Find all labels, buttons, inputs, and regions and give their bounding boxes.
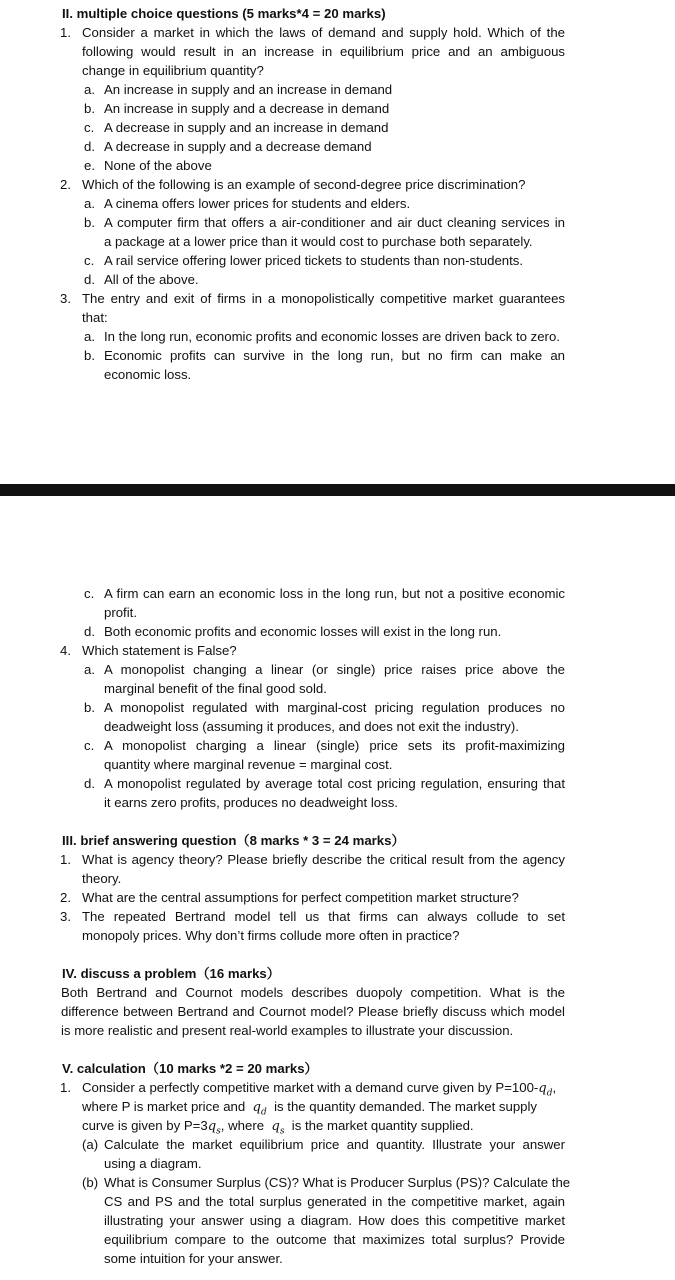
q4-option-a-cont [0, 679, 675, 698]
part-text: using a diagram. [104, 1156, 202, 1171]
s5-part-a-cont [0, 1154, 675, 1173]
option-letter: b. [84, 215, 95, 230]
s5-q1-line-2 [0, 1097, 675, 1116]
q4-line-1 [0, 641, 675, 660]
q1-option-d [0, 137, 675, 156]
option-letter: c. [84, 253, 95, 268]
q1-line-1 [0, 23, 675, 42]
s3-item-3-cont [0, 926, 675, 945]
math-sub: s [279, 1126, 285, 1137]
part-text: What is Consumer Surplus (CS)? What is Producer Surplus (PS)? Calculate the [104, 1175, 571, 1190]
option-letter: e. [84, 158, 95, 173]
page-break-divider [0, 484, 675, 496]
item-text: What is agency theory? Please briefly describe the critical result from the agency [82, 852, 565, 867]
option-letter: b. [84, 700, 95, 715]
option-text: A computer firm that offers a air-conditioner and air duct cleaning services in [104, 215, 565, 230]
q3-number: 3. [60, 291, 71, 306]
math-sub: d [546, 1088, 553, 1099]
s3-item-2 [0, 888, 675, 907]
part-letter: (b) [82, 1175, 99, 1190]
s4-line-1 [0, 983, 675, 1002]
option-letter: d. [84, 624, 95, 639]
q2-option-d [0, 270, 675, 289]
option-text: Both economic profits and economic losses will exist in the long run. [104, 624, 502, 639]
page-top [0, 0, 675, 484]
q1-option-b [0, 99, 675, 118]
part-text: some intuition for your answer. [104, 1251, 283, 1266]
item-number: 1. [60, 852, 71, 867]
math-var: q [538, 1081, 547, 1096]
q1-option-a [0, 80, 675, 99]
q1-text-line: change in equilibrium quantity? [82, 63, 264, 78]
q3-option-c-cont [0, 603, 675, 622]
q2-option-c [0, 251, 675, 270]
s5-q1-line-1 [0, 1078, 675, 1097]
s5-part-a [0, 1135, 675, 1154]
q4-number: 4. [60, 643, 71, 658]
option-text: A monopolist regulated by average total cost pricing regulation, ensuring that [104, 776, 565, 791]
q4-option-b-cont [0, 717, 675, 736]
s3-item-1-cont [0, 869, 675, 888]
section-2-heading: II. multiple choice questions (5 marks*4 = 20 marks) [62, 6, 386, 21]
item-text: theory. [82, 871, 122, 886]
q1-line-2 [0, 42, 675, 61]
option-letter: a. [84, 329, 95, 344]
math-var: q [271, 1119, 280, 1134]
q4-option-a [0, 660, 675, 679]
q2-line-1 [0, 175, 675, 194]
q3-option-d [0, 622, 675, 641]
option-letter: c. [84, 120, 95, 135]
text-run: curve is given by P=3 [82, 1118, 208, 1133]
text-run: Consider a perfectly competitive market with a demand curve given by P=100- [82, 1080, 539, 1095]
section-4-heading: IV. discuss a problem（16 marks） [62, 966, 280, 981]
option-text: A decrease in supply and an increase in demand [104, 120, 389, 135]
option-text: All of the above. [104, 272, 199, 287]
text-run: , where [220, 1118, 265, 1133]
option-letter: c. [84, 738, 95, 753]
option-text: A cinema offers lower prices for students and elders. [104, 196, 411, 211]
option-text: None of the above [104, 158, 212, 173]
option-text: marginal benefit of the final good sold. [104, 681, 327, 696]
paragraph-line: Both Bertrand and Cournot models describes duopoly competition. What is the [61, 985, 565, 1000]
option-text: An increase in supply and a decrease in demand [104, 101, 390, 116]
text-run: is the market quantity supplied. [291, 1118, 474, 1133]
option-letter: a. [84, 662, 95, 677]
q1-text-line: Consider a market in which the laws of demand and supply hold. Which of the [82, 25, 565, 40]
s4-line-2 [0, 1002, 675, 1021]
q3-line-2 [0, 308, 675, 327]
section-5-heading: V. calculation（10 marks *2 = 20 marks） [62, 1061, 318, 1076]
item-number: 2. [60, 890, 71, 905]
q2-text: Which of the following is an example of second-degree price discrimination? [82, 177, 526, 192]
s3-item-1 [0, 850, 675, 869]
s5-part-b [0, 1173, 675, 1192]
option-text: profit. [104, 605, 137, 620]
option-text: In the long run, economic profits and economic losses are driven back to zero. [104, 329, 560, 344]
option-text: deadweight loss (assuming it produces, and does not exit the industry). [104, 719, 519, 734]
option-text: An increase in supply and an increase in demand [104, 82, 393, 97]
math-var: q [252, 1100, 261, 1115]
q3-option-b-cont [0, 365, 675, 384]
q2-number: 2. [60, 177, 71, 192]
paragraph-line: difference between Bertrand and Cournot model? Please briefly discuss which model [61, 1004, 565, 1019]
q1-option-e [0, 156, 675, 175]
option-text: A decrease in supply and a decrease demand [104, 139, 372, 154]
q4-text: Which statement is False? [82, 643, 237, 658]
option-text: A firm can earn an economic loss in the long run, but not a positive economic [104, 586, 565, 601]
q4-option-c-cont [0, 755, 675, 774]
option-text: A monopolist regulated with marginal-cost pricing regulation produces no [104, 700, 565, 715]
item-number: 1. [60, 1080, 71, 1095]
math-sub: d [261, 1107, 267, 1118]
text-run: , [552, 1080, 557, 1095]
option-letter: d. [84, 776, 95, 791]
part-letter: (a) [82, 1137, 99, 1152]
q4-option-d-cont [0, 793, 675, 812]
option-text: Economic profits can survive in the long run, but no firm can make an [104, 348, 565, 363]
item-text: monopoly prices. Why don’t firms collude more often in practice? [82, 928, 460, 943]
part-text: CS and PS and the total surplus generated in the competitive market, again [104, 1194, 565, 1209]
option-text: quantity where marginal revenue = marginal cost. [104, 757, 393, 772]
s5-q1-line-3 [0, 1116, 675, 1135]
s4-line-3 [0, 1021, 675, 1040]
option-letter: b. [84, 101, 95, 116]
q2-option-b [0, 213, 675, 232]
option-letter: d. [84, 139, 95, 154]
option-text: it earns zero profits, produces no deadweight loss. [104, 795, 398, 810]
option-letter: b. [84, 348, 95, 363]
item-number: 3. [60, 909, 71, 924]
option-letter: a. [84, 196, 95, 211]
option-text: a package at a lower price than it would cost to purchase both separately. [104, 234, 533, 249]
item-text: What are the central assumptions for perfect competition market structure? [82, 890, 519, 905]
s5-part-b-cont-4 [0, 1249, 675, 1268]
q3-line-1 [0, 289, 675, 308]
q1-text-line: following would result in an increase in equilibrium price and an ambiguous [82, 44, 565, 59]
option-text: economic loss. [104, 367, 192, 382]
q3-option-a [0, 327, 675, 346]
math-sub: s [216, 1126, 221, 1137]
s5-part-b-cont-2 [0, 1211, 675, 1230]
q1-option-c [0, 118, 675, 137]
option-text: A rail service offering lower priced tickets to students than non-students. [104, 253, 524, 268]
text-run: is the quantity demanded. The market supply [274, 1099, 538, 1114]
math-var: q [207, 1119, 217, 1134]
part-text: equilibrium compare to the outcome that maximizes total surplus? Provide [104, 1232, 565, 1247]
part-text: illustrating your answer using a diagram. How does this competitive market [104, 1213, 565, 1228]
option-text: A monopolist changing a linear (or single) price raises price above the [104, 662, 565, 677]
q3-option-b [0, 346, 675, 365]
q3-option-c [0, 584, 675, 603]
option-letter: c. [84, 586, 95, 601]
option-text: A monopolist charging a linear (single) price sets its profit-maximizing [104, 738, 565, 753]
item-text: The repeated Bertrand model tell us that firms can always collude to set [82, 909, 565, 924]
q1-line-3 [0, 61, 675, 80]
section-3-heading: III. brief answering question（8 marks * 3 = 24 marks） [62, 833, 405, 848]
part-text: Calculate the market equilibrium price and quantity. Illustrate your answer [104, 1137, 565, 1152]
q2-option-b-cont [0, 232, 675, 251]
paragraph-line: is more realistic and present real-world examples to illustrate your discussion. [61, 1023, 514, 1038]
s3-item-3 [0, 907, 675, 926]
option-letter: a. [84, 82, 95, 97]
option-letter: d. [84, 272, 95, 287]
s5-part-b-cont-3 [0, 1230, 675, 1249]
page-bottom [0, 496, 675, 1280]
q3-text-line: that: [82, 310, 108, 325]
q1-number: 1. [60, 25, 71, 40]
text-run: where P is market price and [82, 1099, 246, 1114]
q3-text-line: The entry and exit of firms in a monopolistically competitive market guarantees [82, 291, 565, 306]
q4-option-c [0, 736, 675, 755]
q4-option-b [0, 698, 675, 717]
q4-option-d [0, 774, 675, 793]
s5-part-b-cont-1 [0, 1192, 675, 1211]
q2-option-a [0, 194, 675, 213]
